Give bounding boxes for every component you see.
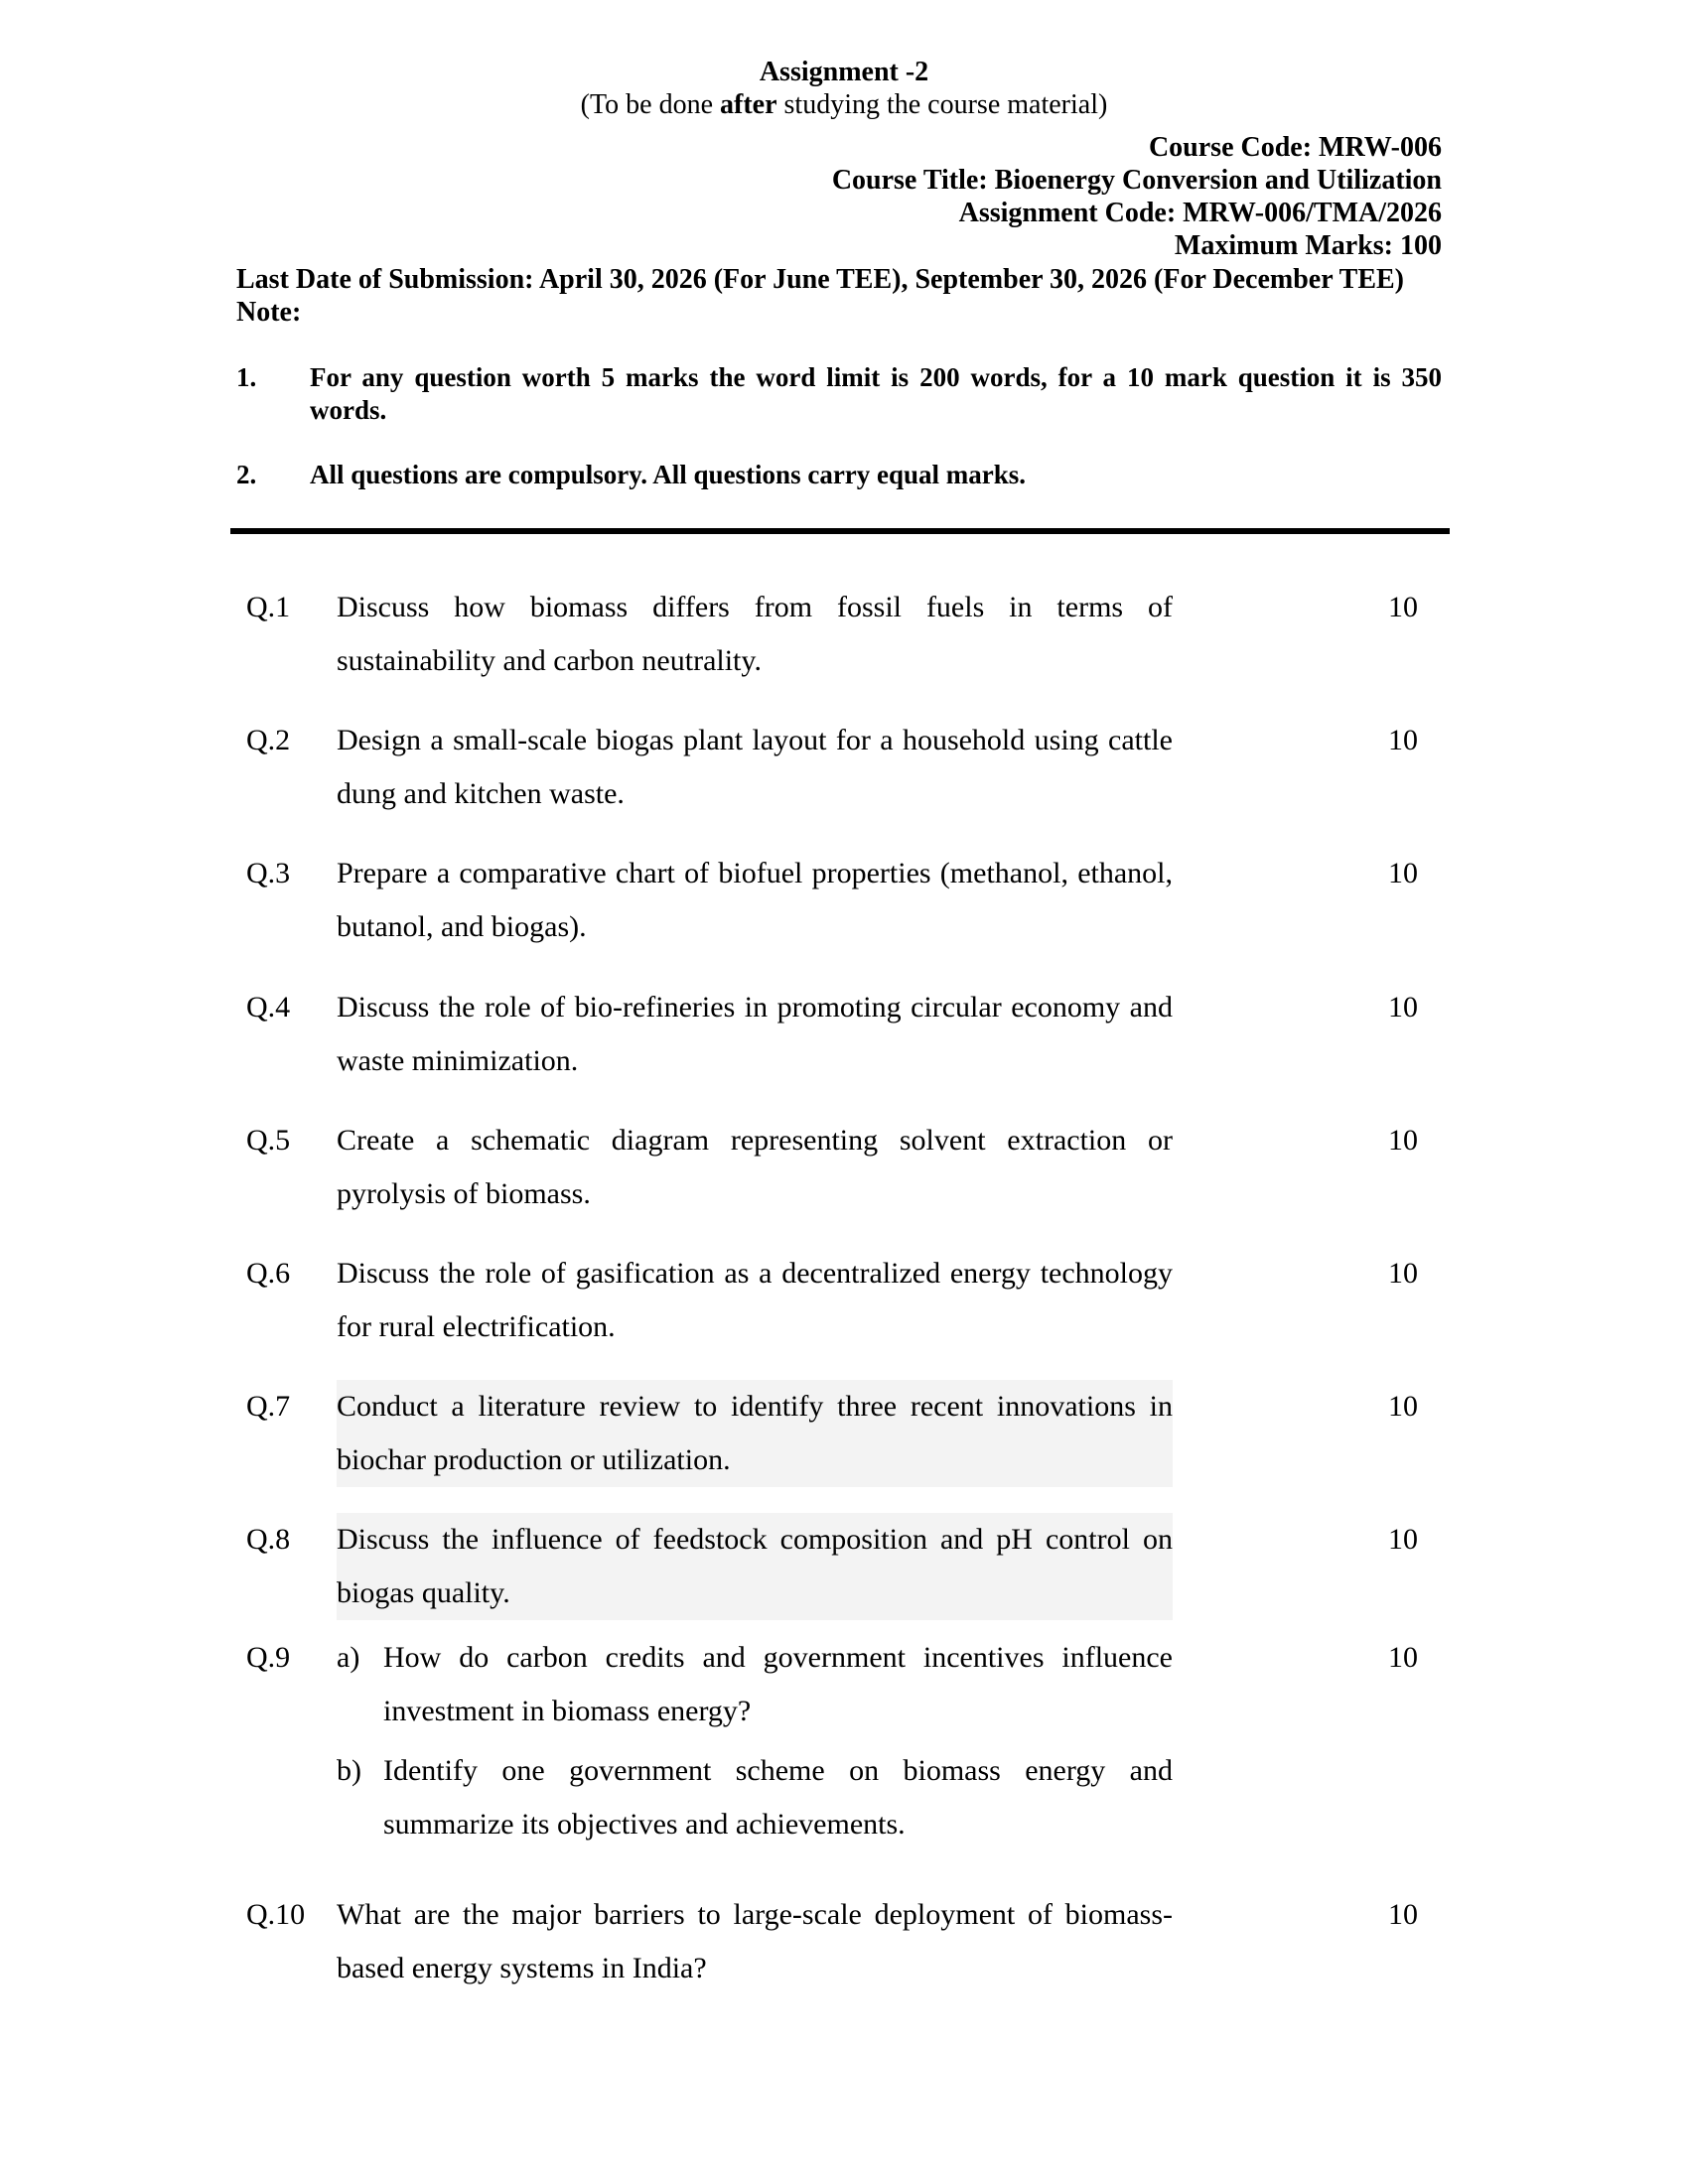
question-label: Q.8 (246, 1523, 291, 1556)
subtitle-prefix: (To be done (580, 89, 720, 120)
question-marks: 10 (1388, 991, 1418, 1024)
question-text: What are the major barriers to large-scale deployment of biomass-based energy systems in India? (337, 1898, 1173, 1984)
note-number: 1. (236, 362, 257, 392)
note-label: Note: (236, 297, 302, 328)
subtitle-emphasis: after (720, 89, 777, 120)
question-part-letter: a) (337, 1641, 360, 1674)
question-marks: 10 (1388, 591, 1418, 623)
question-text: Discuss the role of bio-refineries in promoting circular economy and waste minimization. (337, 991, 1173, 1077)
assignment-subtitle (0, 88, 1688, 122)
question-part (337, 1744, 1173, 1851)
question-label: Q.2 (246, 724, 291, 756)
question-label: Q.10 (246, 1898, 306, 1931)
course-code: Course Code: MRW-006 (1148, 132, 1442, 163)
question-marks: 10 (1388, 1390, 1418, 1423)
question-part-text: How do carbon credits and government incentives influence investment in biomass energy? (383, 1641, 1173, 1727)
question-marks: 10 (1388, 1124, 1418, 1157)
question-marks: 10 (1388, 1641, 1418, 1674)
question-text: Discuss the role of gasification as a decentralized energy technology for rural electrification. (337, 1257, 1173, 1343)
question-label: Q.4 (246, 991, 291, 1024)
note-text: For any question worth 5 marks the word limit is 200 words, for a 10 mark question it is 350 words. (310, 362, 1442, 425)
question-label: Q.9 (246, 1641, 291, 1674)
question-marks: 10 (1388, 1257, 1418, 1290)
question-part (337, 1631, 1173, 1738)
note-number: 2. (236, 460, 257, 489)
question-text: Design a small-scale biogas plant layout for a household using cattle dung and kitchen waste. (337, 724, 1173, 810)
last-date-of-submission: Last Date of Submission: April 30, 2026 (For June TEE), September 30, 2026 (For December TEE) (236, 264, 1404, 295)
question-part-text: Identify one government scheme on biomass energy and summarize its objectives and achievements. (383, 1754, 1173, 1841)
course-title: Course Title: Bioenergy Conversion and Utilization (831, 165, 1442, 196)
question-marks: 10 (1388, 1898, 1418, 1931)
note-text: All questions are compulsory. All questions carry equal marks. (310, 460, 1027, 489)
question-label: Q.1 (246, 591, 291, 623)
question-label: Q.6 (246, 1257, 291, 1290)
question-text: Create a schematic diagram representing solvent extraction or pyrolysis of biomass. (337, 1124, 1173, 1210)
question-marks: 10 (1388, 857, 1418, 889)
question-marks: 10 (1388, 724, 1418, 756)
question-parts (337, 1631, 1173, 1851)
question-marks: 10 (1388, 1523, 1418, 1556)
question-label: Q.7 (246, 1390, 291, 1423)
question-text: Conduct a literature review to identify three recent innovations in biochar production or utilization. (337, 1380, 1173, 1487)
maximum-marks: Maximum Marks: 100 (1174, 230, 1442, 261)
question-text: Discuss how biomass differs from fossil fuels in terms of sustainability and carbon neutrality. (337, 591, 1173, 677)
question-part-letter: b) (337, 1754, 361, 1787)
question-label: Q.3 (246, 857, 291, 889)
question-text: Discuss the influence of feedstock composition and pH control on biogas quality. (337, 1513, 1173, 1620)
question-text: Prepare a comparative chart of biofuel properties (methanol, ethanol, butanol, and biogas). (337, 857, 1173, 943)
section-divider (230, 528, 1450, 534)
question-label: Q.5 (246, 1124, 291, 1157)
assignment-code: Assignment Code: MRW-006/TMA/2026 (958, 198, 1442, 228)
assignment-title: Assignment -2 (759, 57, 929, 87)
subtitle-suffix: studying the course material) (776, 89, 1108, 120)
